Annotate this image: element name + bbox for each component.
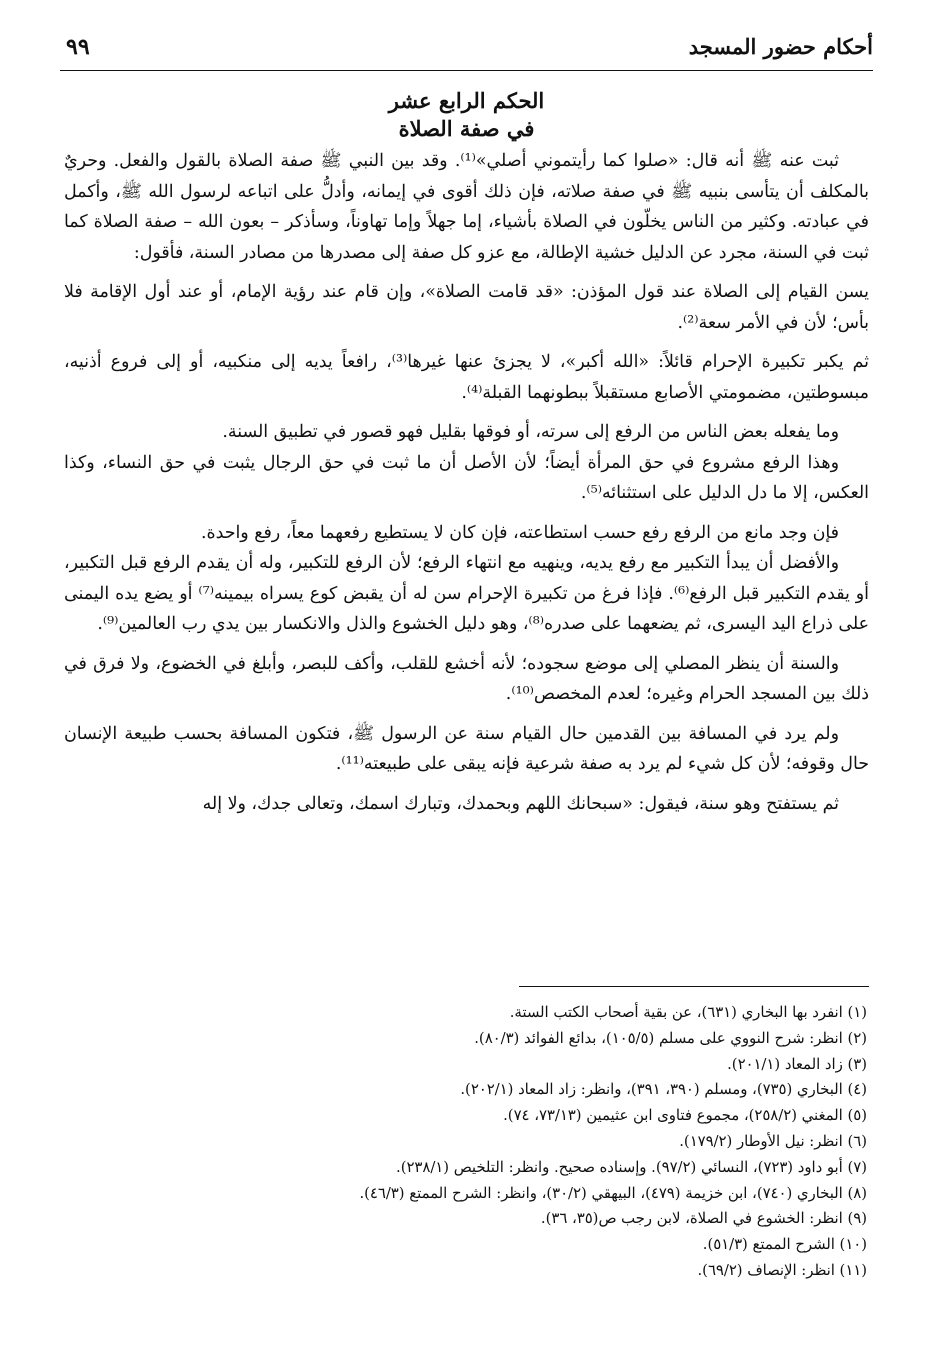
page-number: ٩٩ (66, 34, 90, 60)
footnote: (٣) زاد المعاد (٢٠١/١). (727, 1055, 867, 1073)
footnote: (٦) انظر: نيل الأوطار (١٧٩/٢). (679, 1132, 867, 1150)
paragraph: يسن القيام إلى الصلاة عند قول المؤذن: «قد قامت الصلاة»، وإن قام عند رؤية الإمام، أو عند أول الإقامة فلا بأس؛ لأن في الأمر سعة⁽²⁾. (64, 282, 869, 333)
running-title: أحكام حضور المسجد (688, 34, 873, 59)
paragraph: ثبت عنه ﷺ أنه قال: «صلوا كما رأيتموني أصلي»⁽¹⁾. وقد بين النبي ﷺ صفة الصلاة بالقول والفعل. وحريٌ بالمكلف أن يتأسى بنبيه ﷺ في صفة صلاته، فإن ذلك أقوى في إيمانه، وأدلُّ على اتباعه لرسول الله ﷺ، وأكمل في عبادته. وكثير من الناس يخلّون في الصلاة بأشياء، إما جهلاً وإما تهاوناً، وسأذكر – بعون الله – صفة الصلاة كما ثبت في السنة، مجرد عن الدليل خشية الإطالة، مع عزو كل صفة إلى مصدرها من مصادر السنة، فأقول: (64, 151, 869, 263)
footnote: (١١) انظر: الإنصاف (٦٩/٢). (697, 1261, 867, 1279)
paragraph: ثم يستفتح وهو سنة، فيقول: «سبحانك اللهم وبحمدك، وتبارك اسمك، وتعالى جدك، ولا إله (202, 793, 839, 814)
paragraph: ولم يرد في المسافة بين القدمين حال القيام سنة عن الرسول ﷺ، فتكون المسافة بحسب طبيعة الإنسان حال وقوفه؛ لأن كل شيء لم يرد به صفة شرعية فإنه يبقى على طبيعته⁽¹¹⁾. (64, 723, 869, 774)
footnote: (٤) البخاري (٧٣٥)، ومسلم (٣٩٠، ٣٩١)، وانظر: زاد المعاد (٢٠٢/١). (460, 1081, 867, 1099)
footnote-separator (519, 986, 869, 987)
footnote: (١) انفرد بها البخاري (٦٣١)، عن بقية أصحاب الكتب الستة. (509, 1004, 867, 1021)
running-header (60, 34, 873, 66)
paragraph: ثم يكبر تكبيرة الإحرام قائلاً: «الله أكبر»، لا يجزئ عنها غيرها⁽³⁾، رافعاً يديه إلى منكبيه، أو إلى فروع أذنيه، مبسوطتين، مضمومتي الأصابع مستقبلاً ببطونهما القبلة⁽⁴⁾. (64, 352, 869, 403)
paragraph: وهذا الرفع مشروع في حق المرأة أيضاً؛ لأن الأصل أن ما ثبت في حق الرجال يثبت في حق النساء، وكذا العكس، إلا ما دل الدليل على استثنائه⁽⁵⁾. (64, 452, 869, 503)
paragraph: فإن وجد مانع من الرفع رفع حسب استطاعته، فإن كان لا يستطيع رفعهما معاً، رفع واحدة. (200, 522, 839, 543)
footnote: (٥) المغني (٢٥٨/٢)، مجموع فتاوى ابن عثيمين (٧٣/١٣، ٧٤). (503, 1107, 867, 1125)
footnotes (64, 1000, 867, 1284)
section-subtitle: في صفة الصلاة (398, 116, 535, 141)
footnote: (٢) انظر: شرح النووي على مسلم (١٠٥/٥)، بدائع الفوائد (٨٠/٣). (474, 1029, 867, 1047)
footnote: (٩) انظر: الخشوع في الصلاة، لابن رجب ص(٣٥، ٣٦). (540, 1210, 867, 1228)
footnote: (١٠) الشرح الممتع (٥١/٣). (702, 1236, 867, 1254)
footnote: (٧) أبو داود (٧٢٣)، النسائي (٩٧/٢). وإسناده صحيح. وانظر: التلخيص (٢٣٨/١). (396, 1158, 867, 1176)
paragraph: والسنة أن ينظر المصلي إلى موضع سجوده؛ لأنه أخشع للقلب، وأكف للبصر، وأبلغ في الخضوع، ولا فرق في ذلك بين المسجد الحرام وغيره؛ لعدم المخصص⁽¹⁰⁾. (64, 653, 869, 704)
paragraph: والأفضل أن يبدأ التكبير مع رفع يديه، وينهيه مع انتهاء الرفع؛ لأن الرفع للتكبير، وله أن يقدم الرفع قبل التكبير، أو يقدم التكبير قبل الرفع⁽⁶⁾. فإذا فرغ من تكبيرة الإحرام سن له أن يقبض كوع يسراه بيمينه⁽⁷⁾ أو يضع يده اليمنى على ذراع اليد اليسرى، ثم يضعهما على صدره⁽⁸⁾، وهو دليل الخشوع والذل والانكسار بين يدي رب العالمين⁽⁹⁾. (64, 553, 870, 634)
paragraph: وما يفعله بعض الناس من الرفع إلى سرته، أو فوقها بقليل فهو قصور في تطبيق السنة. (222, 422, 839, 442)
section-title: الحكم الرابع عشر (388, 88, 545, 113)
footnote: (٨) البخاري (٧٤٠)، ابن خزيمة (٤٧٩)، البيهقي (٣٠/٢)، وانظر: الشرح الممتع (٤٦/٣). (359, 1184, 867, 1202)
body-text (64, 146, 869, 819)
header-rule (60, 70, 873, 71)
